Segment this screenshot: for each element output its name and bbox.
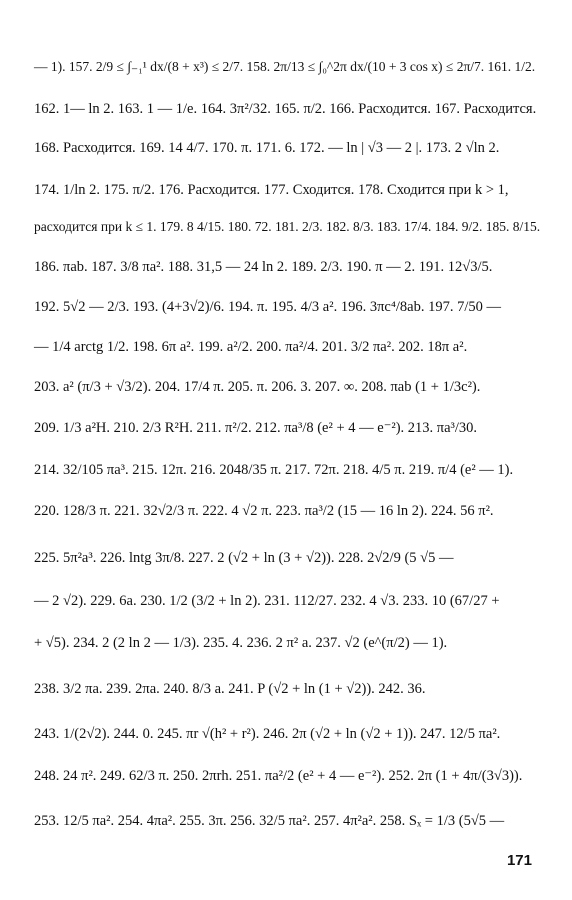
page-number: 171 xyxy=(506,852,532,869)
answer-line-18: 248. 24 π². 249. 62/3 π. 250. 2πrh. 251. πa²/2 (e² + 4 — e⁻²). 252. 2π (1 + 4π/(3√3)). xyxy=(34,768,523,784)
answer-line-1: — 1). 157. 2/9 ≤ ∫₋₁¹ dx/(8 + x³) ≤ 2/7. 158. 2π/13 ≤ ∫₀^2π dx/(10 + 3 cos x) ≤ 2π/7. 161. 1/2. xyxy=(34,59,536,74)
answer-line-8: — 1/4 arctg 1/2. 198. 6π a². 199. a²/2. 200. πa²/4. 201. 3/2 πa². 202. 18π a². xyxy=(34,339,468,355)
answer-line-13: 225. 5π²a³. 226. lntg 3π/8. 227. 2 (√2 + ln (3 + √2)). 228. 2√2/9 (5 √5 — xyxy=(34,550,454,566)
answer-line-4: 174. 1/ln 2. 175. π/2. 176. Расходится. 177. Сходится. 178. Сходится при k > 1, xyxy=(34,182,509,198)
answer-line-9: 203. a² (π/3 + √3/2). 204. 17/4 π. 205. π. 206. 3. 207. ∞. 208. πab (1 + 1/3c²). xyxy=(34,379,481,395)
answer-line-15: + √5). 234. 2 (2 ln 2 — 1/3). 235. 4. 236. 2 π² a. 237. √2 (e^(π/2) — 1). xyxy=(34,635,448,651)
answer-line-10: 209. 1/3 a²H. 210. 2/3 R²H. 211. π²/2. 212. πa³/8 (e² + 4 — e⁻²). 213. πa³/30. xyxy=(34,420,478,436)
answer-line-14: — 2 √2). 229. 6a. 230. 1/2 (3/2 + ln 2). 231. 112/27. 232. 4 √3. 233. 10 (67/27 + xyxy=(34,593,500,609)
answer-line-19: 253. 12/5 πa². 254. 4πa². 255. 3π. 256. 32/5 πa². 257. 4π²a². 258. Sₓ = 1/3 (5√5 — xyxy=(34,813,505,829)
answer-line-11: 214. 32/105 πa³. 215. 12π. 216. 2048/35 π. 217. 72π. 218. 4/5 π. 219. π/4 (e² — 1). xyxy=(34,462,514,478)
answer-line-7: 192. 5√2 — 2/3. 193. (4+3√2)/6. 194. π. 195. 4/3 a². 196. 3πc⁴/8ab. 197. 7/50 — xyxy=(34,299,501,315)
answer-line-17: 243. 1/(2√2). 244. 0. 245. πr √(h² + r²). 246. 2π (√2 + ln (√2 + 1)). 247. 12/5 πa². xyxy=(34,726,501,742)
answer-line-16: 238. 3/2 πa. 239. 2πa. 240. 8/3 a. 241. P (√2 + ln (1 + √2)). 242. 36. xyxy=(34,681,426,697)
answer-line-5: расходится при k ≤ 1. 179. 8 4/15. 180. 72. 181. 2/3. 182. 8/3. 183. 17/4. 184. 9/2. 185. 8/15. xyxy=(34,219,541,234)
answer-line-6: 186. πab. 187. 3/8 πa². 188. 31,5 — 24 ln 2. 189. 2/3. 190. π — 2. 191. 12√3/5. xyxy=(34,259,493,275)
answer-line-2: 162. 1— ln 2. 163. 1 — 1/e. 164. 3π²/32. 165. π/2. 166. Расходится. 167. Расходится. xyxy=(34,101,537,117)
answer-line-12: 220. 128/3 π. 221. 32√2/3 π. 222. 4 √2 π. 223. πa³/2 (15 — 16 ln 2). 224. 56 π². xyxy=(34,503,494,519)
answer-line-3: 168. Расходится. 169. 14 4/7. 170. π. 171. 6. 172. — ln | √3 — 2 |. 173. 2 √ln 2. xyxy=(34,140,500,156)
